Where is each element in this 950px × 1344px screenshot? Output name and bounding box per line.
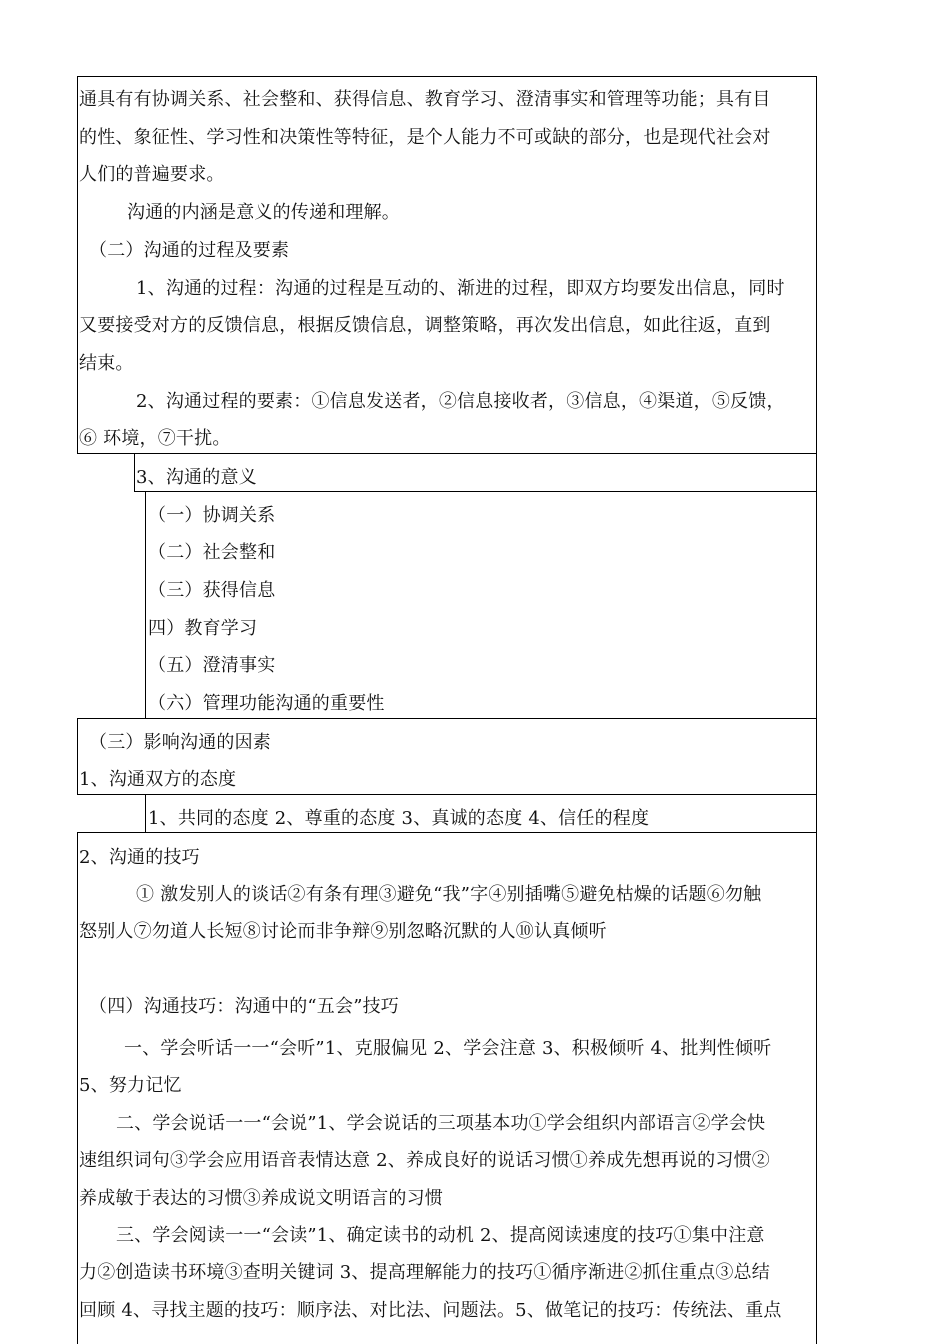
table-row-border <box>77 453 817 454</box>
paragraph-line: 一、学会听话一一“会听”1、克服偏见 2、学会注意 3、积极倾听 4、批判性倾听 <box>124 1038 772 1059</box>
paragraph-line: 二、学会说话一一“会说”1、学会说话的三项基本功①学会组织内部语言②学会快 <box>116 1113 766 1134</box>
paragraph-line: 的性、象征性、学习性和决策性等特征，是个人能力不可或缺的部分，也是现代社会对 <box>79 127 771 148</box>
list-item: （一）协调关系 <box>148 505 276 526</box>
paragraph-line: 沟通的内涵是意义的传递和理解。 <box>127 202 400 223</box>
subsection-heading: 2、沟通的技巧 <box>79 847 200 868</box>
table-inner-border <box>145 794 146 833</box>
section-heading: （四）沟通技巧：沟通中的“五会”技巧 <box>89 996 400 1017</box>
paragraph-line: 怒别人⑦勿道人长短⑧讨论而非争辩⑨别忽略沉默的人⑩认真倾听 <box>79 921 607 942</box>
list-item: 四）教育学习 <box>148 618 258 639</box>
subsection-heading: 3、沟通的意义 <box>136 467 257 488</box>
paragraph-line: 又要接受对方的反馈信息，根据反馈信息，调整策略，再次发出信息，如此往返，直到 <box>79 315 771 336</box>
paragraph-line: 人们的普遍要求。 <box>79 164 225 185</box>
paragraph-line: 1、沟通的过程：沟通的过程是互动的、渐进的过程，即双方均要发出信息，同时 <box>136 278 785 299</box>
table-inner-border <box>145 491 146 719</box>
table-row-border <box>134 491 817 492</box>
table-inner-border <box>134 453 135 491</box>
list-item: （五）澄清事实 <box>148 655 276 676</box>
paragraph-line: ① 激发别人的谈话②有条有理③避免“我”字④别插嘴⑤避免枯燥的话题⑥勿触 <box>136 884 762 905</box>
paragraph-line: 养成敏于表达的习惯③养成说文明语言的习惯 <box>79 1188 443 1209</box>
subsection-heading: 1、沟通双方的态度 <box>79 769 237 790</box>
paragraph-line: 速组织词句③学会应用语音表情达意 2、养成良好的说话习惯①养成先想再说的习惯② <box>79 1150 770 1171</box>
paragraph-line: 1、共同的态度 2、尊重的态度 3、真诚的态度 4、信任的程度 <box>148 808 650 829</box>
table-left-border <box>77 76 78 454</box>
section-heading: （三）影响沟通的因素 <box>89 732 271 753</box>
paragraph-line: 回顾 4、寻找主题的技巧：顺序法、对比法、问题法。5、做笔记的技巧：传统法、重点 <box>79 1300 782 1321</box>
paragraph-line: 力②创造读书环境③查明关键词 3、提高理解能力的技巧①循序渐进②抓住重点③总结 <box>79 1262 770 1283</box>
table-left-border <box>77 832 78 1344</box>
paragraph-line: 2、沟通过程的要素：①信息发送者，②信息接收者，③信息，④渠道，⑤反馈， <box>136 391 785 412</box>
table-right-border <box>816 76 817 1344</box>
table-row-border <box>77 794 817 795</box>
paragraph-line: 结束。 <box>79 353 134 374</box>
table-left-border <box>77 718 78 794</box>
section-heading: （二）沟通的过程及要素 <box>89 240 290 261</box>
paragraph-line: ⑥ 环境，⑦干扰。 <box>79 428 231 449</box>
paragraph-line: 三、学会阅读一一“会读”1、确定读书的动机 2、提高阅读速度的技巧①集中注意 <box>116 1225 765 1246</box>
list-item: （二）社会整和 <box>148 542 276 563</box>
list-item: （三）获得信息 <box>148 580 276 601</box>
list-item: （六）管理功能沟通的重要性 <box>148 693 385 714</box>
table-row-border <box>77 832 817 833</box>
table-top-border <box>77 76 817 77</box>
table-row-border <box>77 718 817 719</box>
paragraph-line: 5、努力记忆 <box>79 1075 182 1096</box>
paragraph-line: 通具有有协调关系、社会整和、获得信息、教育学习、澄清事实和管理等功能；具有目 <box>79 89 771 110</box>
